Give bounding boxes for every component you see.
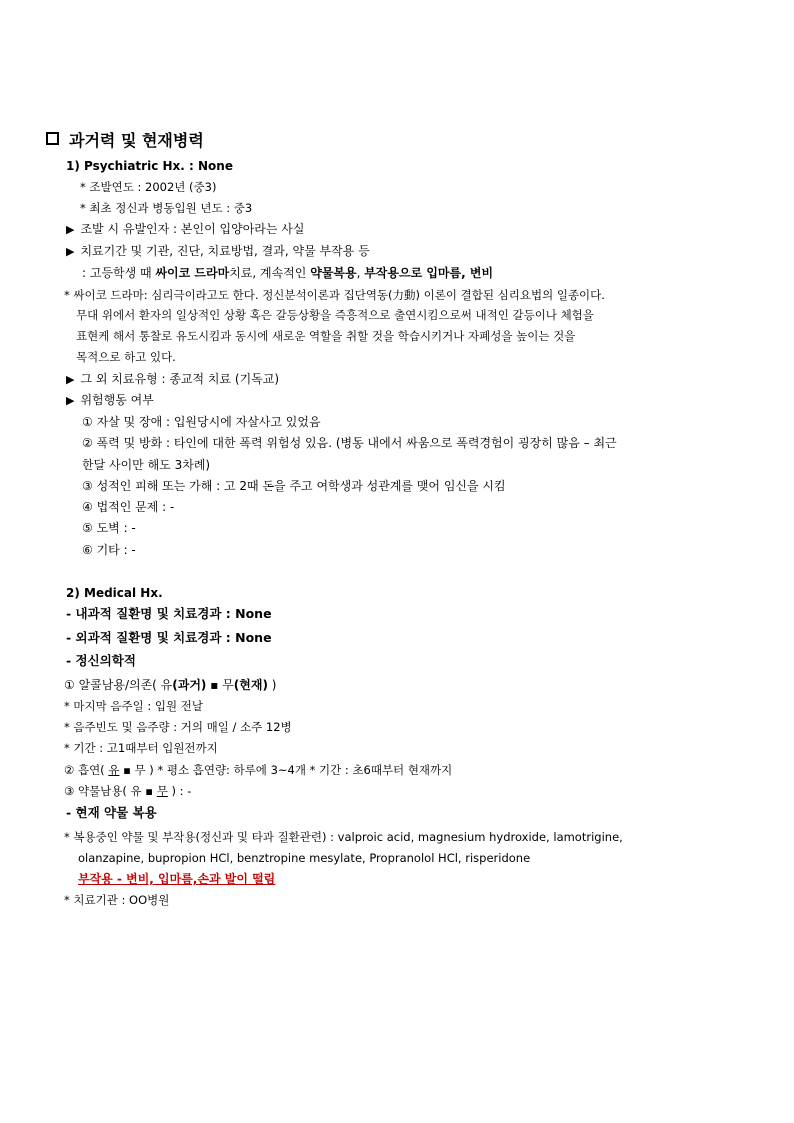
risk-other: ⑥ 기타 : - [82, 543, 136, 557]
risk-header-text: 위험행동 여부 [80, 393, 154, 407]
drink-frequency: * 음주빈도 및 음주량 : 거의 매일 / 소주 12병 [64, 720, 292, 734]
triangle-bullet-icon: ▶ [66, 223, 75, 236]
psychiatric-hx-title: 1) Psychiatric Hx. : None [66, 159, 233, 173]
triangle-bullet-icon: ▶ [66, 394, 75, 407]
risk-violence-cont: 한달 사이만 해도 3차례) [82, 458, 211, 472]
treatment-medication: 약물복용 [310, 266, 357, 280]
drug-line [64, 783, 191, 799]
last-drink: * 마지막 음주일 : 입원 전날 [64, 699, 203, 713]
triangle-bullet-icon: ▶ [66, 373, 75, 386]
risk-sexual: ③ 성적인 피해 또는 가해 : 고 2때 돈을 주고 여학생과 성관계를 맺어 임신을 시킴 [82, 479, 506, 493]
risk-theft: ⑤ 도벽 : - [82, 521, 136, 535]
trigger-line [66, 221, 304, 238]
drink-period: * 기간 : 고1때부터 입원전까지 [64, 741, 218, 755]
treatment-institution: * 치료기관 : OO병원 [64, 893, 170, 907]
first-admission: * 최초 정신과 병동입원 년도 : 중3 [80, 201, 253, 215]
risk-header-line [66, 392, 154, 409]
treatment-mid2: , [356, 266, 365, 280]
alcohol-current: (현재) [233, 678, 268, 692]
side-effects: 부작용 - 변비, 입마름,손과 발이 떨림 [78, 872, 276, 886]
alcohol-line [64, 677, 276, 693]
treatment-side-effects: 부작용으로 입마름, 변비 [364, 266, 494, 280]
alcohol-post: ) [267, 678, 277, 692]
treatment-detail [82, 265, 493, 281]
treatment-pre: : 고등학생 때 [82, 266, 156, 280]
drug-pre: ③ 약물남용( 유 ▪ [64, 784, 157, 798]
triangle-bullet-icon: ▶ [66, 245, 75, 258]
psychodrama-note-4: 목적으로 하고 있다. [76, 350, 176, 364]
treatment-mid1: 치료, 계속적인 [229, 266, 311, 280]
alcohol-mid: ▪ 무 [206, 678, 234, 692]
other-treatment-text: 그 외 치료유형 : 종교적 치료 (기독교) [80, 372, 280, 386]
psychodrama-note-2: 무대 위에서 환자의 일상적인 상황 혹은 갈등상황을 즉흥적으로 출연시킴으로써 내적인 갈등이나 체험을 [76, 308, 594, 322]
current-meds-subheading: - 현재 약물 복용 [66, 805, 157, 820]
smoking-post: ▪ 무 ) * 평소 흡연량: 하루에 3~4개 * 기간 : 초6때부터 현재까지 [119, 763, 453, 777]
section-heading-text: 과거력 및 현재병력 [69, 131, 204, 150]
medication-list-2: olanzapine, bupropion HCl, benztropine mesylate, Propranolol HCl, risperidone [78, 851, 531, 865]
smoking-pre: ② 흡연( [64, 763, 109, 777]
section-heading [46, 131, 204, 151]
psychiatric-subheading: - 정신의학적 [66, 653, 136, 668]
risk-legal: ④ 법적인 문제 : - [82, 500, 175, 514]
psychodrama-note-3: 표현케 해서 통찰로 유도시킴과 동시에 새로운 역할을 취할 것을 학습시키거나 자폐성을 높이는 것을 [76, 329, 576, 343]
onset-year: * 조발연도 : 2002년 (중3) [80, 180, 217, 194]
psychodrama-note-1: * 싸이코 드라마: 심리극이라고도 한다. 정신분석이론과 집단역동(力動) 이론이 결합된 심리요법의 일종이다. [64, 288, 605, 302]
internal-medicine: - 내과적 질환명 및 치료경과 : None [66, 606, 272, 621]
other-treatment-line [66, 371, 279, 388]
surgical: - 외과적 질환명 및 치료경과 : None [66, 630, 272, 645]
smoking-line [64, 762, 452, 778]
smoking-yes: 유 [108, 763, 120, 777]
alcohol-pre: ① 알콜남용/의존( 유 [64, 678, 173, 692]
treatment-psychodrama: 싸이코 드라마 [155, 266, 230, 280]
treatment-header-line [66, 243, 370, 260]
square-bullet-icon [46, 132, 59, 145]
alcohol-past: (과거) [172, 678, 207, 692]
drug-no: 무 [156, 784, 168, 798]
risk-suicide: ① 자살 및 장애 : 입원당시에 자살사고 있었음 [82, 415, 321, 429]
risk-violence: ② 폭력 및 방화 : 타인에 대한 폭력 위험성 있음. (병동 내에서 싸움으로 폭력경험이 굉장히 많음 – 최근 [82, 436, 617, 450]
trigger-text: 조발 시 유발인자 : 본인이 입양아라는 사실 [80, 222, 305, 236]
medication-list-1: * 복용중인 약물 및 부작용(정신과 및 타과 질환관련) : valproic acid, magnesium hydroxide, lamotrigine, [64, 830, 623, 844]
drug-post: ) : - [167, 784, 192, 798]
treatment-header-text: 치료기간 및 기관, 진단, 치료방법, 결과, 약물 부작용 등 [80, 244, 370, 258]
medical-hx-title: 2) Medical Hx. [66, 586, 163, 600]
